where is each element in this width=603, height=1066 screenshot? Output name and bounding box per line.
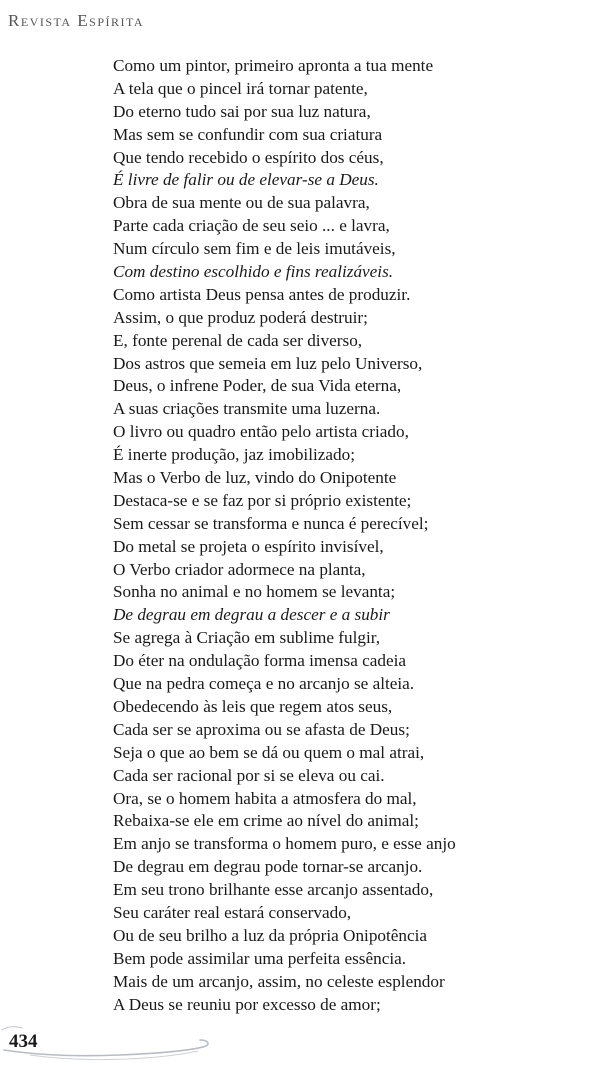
poem-line: Assim, o que produz poderá destruir; — [113, 307, 368, 327]
poem-line: É inerte produção, jaz imobilizado; — [113, 445, 355, 465]
poem-line: De degrau em degrau pode tornar-se arcanjo. — [113, 857, 423, 877]
poem-line: Dos astros que semeia em luz pelo Universo, — [113, 353, 423, 373]
poem-line: Obedecendo às leis que regem atos seus, — [113, 696, 393, 716]
poem-line: Sem cessar se transforma e nunca é perecível; — [113, 513, 429, 533]
poem-line: Mas o Verbo de luz, vindo do Onipotente — [113, 468, 397, 488]
poem-line: Mais de um arcanjo, assim, no celeste esplendor — [113, 971, 445, 991]
poem-line: Obra de sua mente ou de sua palavra, — [113, 193, 370, 213]
poem-line: Que na pedra começa e no arcanjo se alteia. — [113, 674, 415, 694]
poem-line: Se agrega à Criação em sublime fulgir, — [113, 628, 381, 648]
poem-line: A suas criações transmite uma luzerna. — [113, 399, 381, 419]
page-footer — [0, 1024, 230, 1064]
running-header-title: Revista Espírita — [8, 11, 145, 30]
poem-line: Com destino escolhido e fins realizáveis. — [113, 262, 394, 282]
page-number: 434 — [9, 1031, 38, 1052]
poem-line: É livre de falir ou de elevar-se a Deus. — [113, 170, 379, 190]
poem-line: Que tendo recebido o espírito dos céus, — [113, 147, 384, 167]
poem-line: Cada ser se aproxima ou se afasta de Deus; — [113, 719, 410, 739]
poem-line: Bem pode assimilar uma perfeita essência. — [113, 948, 407, 968]
poem-line: E, fonte perenal de cada ser diverso, — [113, 330, 363, 350]
poem-line: Em anjo se transforma o homem puro, e esse anjo — [113, 834, 456, 854]
poem-line: Em seu trono brilhante esse arcanjo assentado, — [113, 880, 434, 900]
poem-line: Como um pintor, primeiro apronta a tua mente — [113, 56, 434, 75]
poem-line: Mas sem se confundir com sua criatura — [113, 124, 383, 144]
poem-line: Seu caráter real estará conservado, — [113, 902, 352, 922]
poem-line: Como artista Deus pensa antes de produzir. — [113, 284, 411, 304]
poem-line: Num círculo sem fim e de leis imutáveis, — [113, 239, 396, 259]
poem-line: A tela que o pincel irá tornar patente, — [113, 78, 368, 98]
poem-line: Rebaixa-se ele em crime ao nível do animal; — [113, 811, 419, 831]
poem-line: Destaca-se e se faz por si próprio existente; — [113, 490, 412, 510]
poem-line: Seja o que ao bem se dá ou quem o mal atrai, — [113, 742, 425, 762]
poem-line: Ora, se o homem habita a atmosfera do mal, — [113, 788, 417, 808]
poem-line: Do éter na ondulação forma imensa cadeia — [113, 651, 407, 671]
poem-line: O livro ou quadro então pelo artista criado, — [113, 422, 409, 442]
poem-line: Sonha no animal e no homem se levanta; — [113, 582, 396, 602]
poem-line: Parte cada criação de seu seio ... e lavra, — [113, 216, 390, 236]
poem-line: Cada ser racional por si se eleva ou cai. — [113, 765, 385, 785]
poem-line: Deus, o infrene Poder, de sua Vida eterna, — [113, 376, 402, 396]
poem-line: Do metal se projeta o espírito invisível, — [113, 536, 384, 556]
poem-line: A Deus se reuniu por excesso de amor; — [113, 994, 381, 1014]
poem-line: O Verbo criador adormece na planta, — [113, 559, 366, 579]
poem-line: De degrau em degrau a descer e a subir — [113, 605, 390, 625]
poem-line: Ou de seu brilho a luz da própria Onipotência — [113, 925, 428, 945]
poem-line: Do eterno tudo sai por sua luz natura, — [113, 101, 371, 121]
poem-verses — [113, 55, 598, 1016]
